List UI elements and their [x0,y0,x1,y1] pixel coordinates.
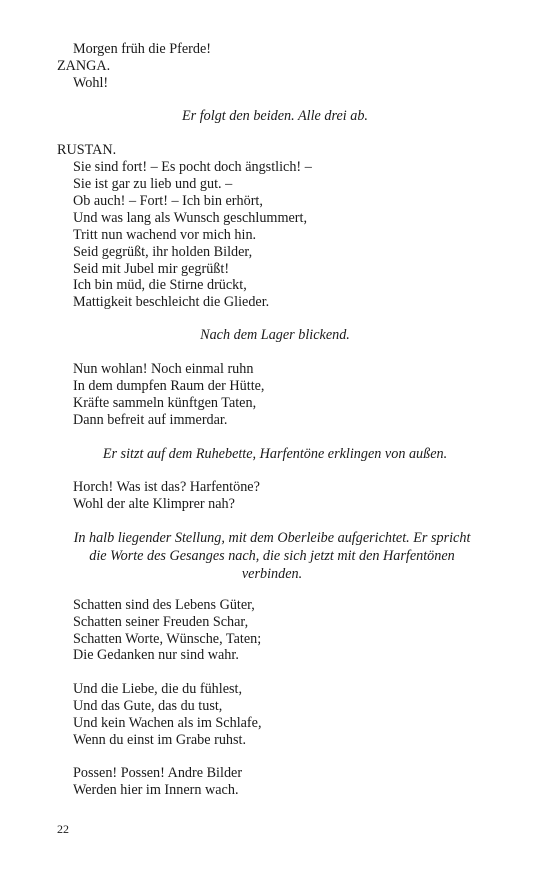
verse-line: Kräfte sammeln künftgen Taten, [73,395,257,411]
verse-line: Wenn du einst im Grabe ruhst. [73,732,247,748]
verse-line: Ob auch! – Fort! – Ich bin erhört, [73,193,263,209]
stage-direction: Er folgt den beiden. Alle drei ab. [182,108,368,124]
verse-line: Ich bin müd, die Stirne drückt, [73,277,247,293]
stage-direction-block [57,529,487,583]
stage-direction: Nach dem Lager blickend. [200,327,350,343]
verse-line: Seid gegrüßt, ihr holden Bilder, [73,244,253,260]
stage-direction-line: In halb liegender Stellung, mit dem Oberleibe aufgerichtet. Er spricht [73,530,471,546]
verse-line: Tritt nun wachend vor mich hin. [73,227,257,243]
verse-line: Mattigkeit beschleicht die Glieder. [73,294,270,310]
verse-line: Und kein Wachen als im Schlafe, [73,715,262,731]
verse-line: Und die Liebe, die du fühlest, [73,681,243,697]
verse-line: Schatten sind des Lebens Güter, [73,597,255,613]
stage-direction-line: die Worte des Gesanges nach, die sich jetzt mit den Harfentönen [89,548,455,564]
verse-line: Die Gedanken nur sind wahr. [73,647,239,663]
verse-line: Werden hier im Innern wach. [73,782,239,798]
verse-line: Sie ist gar zu lieb und gut. – [73,176,233,192]
verse-line: In dem dumpfen Raum der Hütte, [73,378,265,394]
verse-line: Possen! Possen! Andre Bilder [73,765,243,781]
stage-direction: Er sitzt auf dem Ruhebette, Harfentöne erklingen von außen. [102,446,448,462]
stage-direction-line: verbinden. [241,566,303,582]
verse-line: Wohl der alte Klimprer nah? [73,496,235,512]
verse-line: Und was lang als Wunsch geschlummert, [73,210,308,226]
verse-line: Seid mit Jubel mir gegrüßt! [73,261,230,277]
verse-line: Dann befreit auf immerdar. [73,412,228,428]
verse-line: Schatten seiner Freuden Schar, [73,614,249,630]
verse-line: Sie sind fort! – Es pocht doch ängstlich! – [73,159,312,175]
verse-line: Morgen früh die Pferde! [73,41,212,57]
verse-line: Horch! Was ist das? Harfentöne? [73,479,260,495]
speaker-name: RUSTAN. [57,142,117,158]
verse-line: Und das Gute, das du tust, [73,698,223,714]
verse-line: Wohl! [73,75,109,91]
page-number: 22 [57,822,69,836]
verse-line: Schatten Worte, Wünsche, Taten; [73,631,262,647]
verse-line: Nun wohlan! Noch einmal ruhn [73,361,254,377]
speaker-name: ZANGA. [57,58,111,74]
